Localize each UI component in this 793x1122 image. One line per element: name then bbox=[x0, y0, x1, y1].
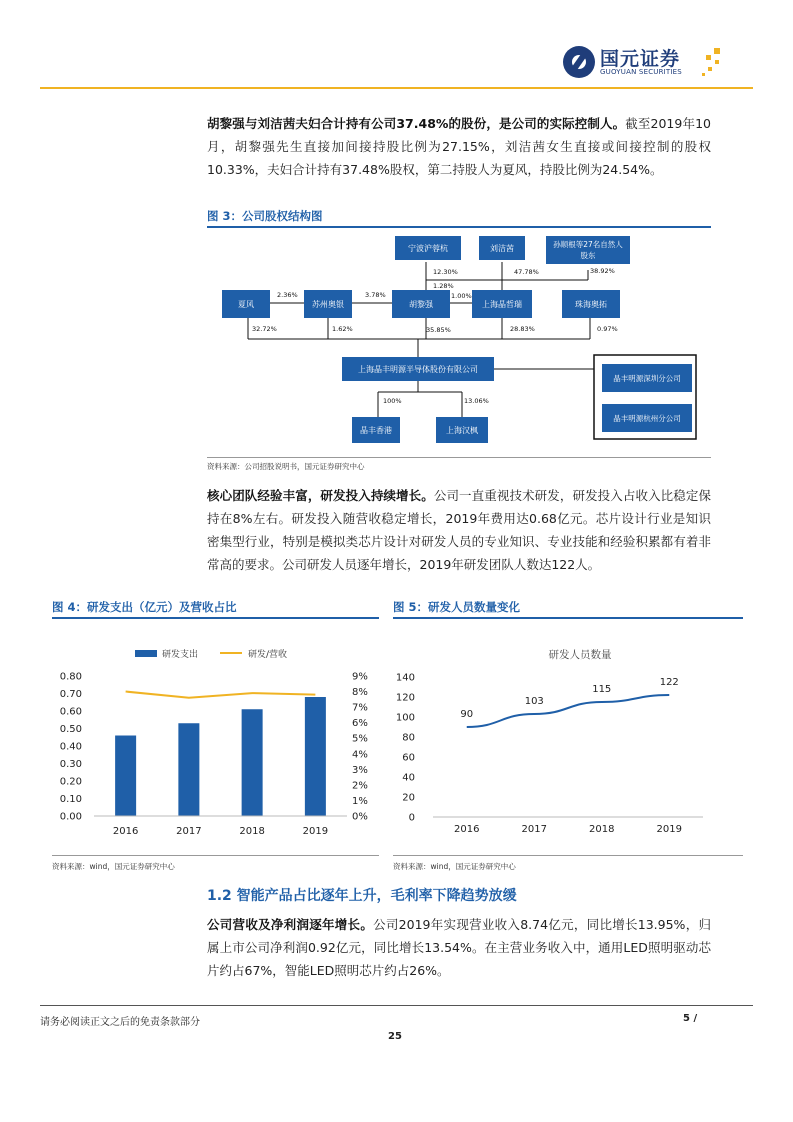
pct-zhuhai: 0.97% bbox=[597, 325, 618, 333]
pct-suzhou-hulq: 3.78% bbox=[365, 291, 386, 299]
chart4-ytick-label: 0.50 bbox=[59, 724, 82, 735]
chart4-bar-2016 bbox=[115, 736, 136, 817]
chart4-xtick-label: 2018 bbox=[239, 826, 265, 837]
chart5-data-label: 115 bbox=[592, 684, 612, 695]
brand-name-cn: 国元证券 bbox=[600, 48, 681, 70]
footer-rule bbox=[40, 1005, 753, 1006]
chart5-data-label: 103 bbox=[524, 696, 544, 707]
pct-hulq-jingzhe: 1.00% bbox=[451, 292, 472, 300]
chart4-y2tick-label: 7% bbox=[352, 702, 368, 714]
chart4-y2tick-label: 6% bbox=[352, 718, 368, 730]
pct-hanfeng: 13.06% bbox=[464, 397, 489, 405]
chart4-legend-bar-swatch bbox=[135, 650, 157, 657]
node-hanfeng: 上海汉枫 bbox=[436, 417, 488, 443]
paragraph-rnd-body: 公司一直重视技术研发，研发投入占收入比稳定保持在8%左右。研发投入随营收稳定增长，2019年费用达0.68亿元。芯片设计行业是知识密集型行业，特别是模拟类芯片设计对研发人员的专业知识、专业技能和经验积累都有着非常高的要求。公司研发人员逐年增长，2019年研发团队人数达122人。 bbox=[207, 488, 711, 572]
chart4-ratio-line bbox=[126, 692, 316, 698]
figure-4-source: 资料来源：wind，国元证券研究中心 bbox=[52, 862, 175, 871]
chart5-xtick-label: 2016 bbox=[454, 824, 480, 835]
pct-jingzhe: 28.83% bbox=[510, 325, 535, 333]
node-hulq: 胡黎强 bbox=[392, 290, 450, 318]
chart4-y2tick-label: 1% bbox=[352, 795, 368, 807]
chart4-ytick-label: 0.70 bbox=[59, 689, 82, 700]
chart5-data-label: 90 bbox=[460, 709, 474, 720]
chart5-ytick-label: 0 bbox=[408, 812, 415, 824]
chart4-bar-2017 bbox=[178, 723, 199, 816]
figure-4-title-rule bbox=[52, 617, 379, 619]
chart4-legend-line-label: 研发/营收 bbox=[248, 650, 288, 660]
node-sunshunge: 孙顺根等27名自然人股东 bbox=[546, 236, 630, 264]
chart4-ytick-label: 0.60 bbox=[59, 706, 82, 718]
paragraph-ownership-body: 截至2019年10月，胡黎强先生直接加间接持股比例为27.15%，刘洁茜女生直接或间接控制的股权10.33%，夫妇合计持有37.48%股权，第二持股人为夏风，持股比例为24.54%。 bbox=[207, 116, 711, 177]
pct-liujiexi: 47.78% bbox=[514, 268, 539, 276]
brand-logo bbox=[563, 44, 733, 88]
chart5-xtick-label: 2019 bbox=[656, 824, 682, 835]
chart4-ytick-label: 0.10 bbox=[59, 794, 82, 805]
chart4-bar-2019 bbox=[305, 697, 326, 816]
node-liujiexi: 刘洁茜 bbox=[479, 236, 525, 260]
page-number: 25 bbox=[388, 1031, 402, 1042]
pct-hk: 100% bbox=[383, 397, 402, 405]
chart5-ytick-label: 140 bbox=[395, 672, 415, 684]
figure-5-bottom-rule bbox=[393, 855, 743, 856]
chart4-ytick-label: 0.00 bbox=[59, 811, 82, 823]
node-ningbo: 宁波沪蓉杭 bbox=[395, 236, 461, 260]
paragraph-ownership-lead: 胡黎强与刘洁茜夫妇合计持有公司37.48%的股份，是公司的实际控制人。 bbox=[207, 116, 626, 131]
chart4-y2tick-label: 8% bbox=[352, 687, 368, 699]
chart4-xtick-label: 2019 bbox=[302, 826, 329, 837]
node-xiafeng: 夏风 bbox=[222, 290, 270, 318]
chart5-xtick-label: 2017 bbox=[521, 824, 547, 835]
figure-5-source: 资料来源：wind，国元证券研究中心 bbox=[393, 862, 516, 871]
pct-sunshunge: 38.92% bbox=[590, 267, 615, 275]
figure-4-bottom-rule bbox=[52, 855, 379, 856]
paragraph-revenue-body: 公司2019年实现营业收入8.74亿元，同比增长13.95%，归属上市公司净利润0.92亿元，同比增长13.54%。在主营业务收入中，通用LED照明驱动芯片约占67%，智能LED照明芯片约占26%。 bbox=[207, 917, 711, 978]
pct-xiafeng: 32.72% bbox=[252, 325, 277, 333]
header-rule bbox=[40, 87, 753, 89]
section-title: 1.2 智能产品占比逐年上升，毛利率下降趋势放缓 bbox=[207, 888, 517, 904]
chart5-ytick-label: 20 bbox=[402, 792, 415, 804]
chart4-y2tick-label: 2% bbox=[352, 780, 368, 792]
guoyuan-logo-icon bbox=[563, 46, 595, 78]
chart5-ytick-label: 100 bbox=[395, 712, 415, 724]
chart4-bar-2018 bbox=[242, 709, 263, 816]
chart4-legend bbox=[135, 648, 287, 660]
chart5-ytick-label: 80 bbox=[402, 732, 415, 744]
figure-5-title-rule bbox=[393, 617, 743, 619]
chart5-title: 研发人员数量 bbox=[548, 649, 612, 661]
chart5-xtick-label: 2018 bbox=[589, 824, 615, 835]
figure-4-title: 图 4：研发支出（亿元）及营收占比 bbox=[52, 600, 237, 614]
chart4-y2tick-label: 3% bbox=[352, 764, 368, 776]
chart-rnd-expense bbox=[52, 640, 382, 840]
node-suzhou: 苏州奥银 bbox=[304, 290, 352, 318]
pct-xiafeng-suzhou: 2.36% bbox=[277, 291, 298, 299]
chart4-y2tick-label: 0% bbox=[352, 811, 368, 823]
spark-icon bbox=[702, 48, 722, 76]
figure-3-bottom-rule bbox=[207, 457, 711, 458]
footer-page-ref: 5 / bbox=[683, 1013, 698, 1024]
chart5-ytick-label: 60 bbox=[402, 752, 415, 764]
chart4-ytick-label: 0.20 bbox=[59, 776, 82, 788]
chart4-xtick-label: 2016 bbox=[112, 826, 139, 837]
figure-3-source: 资料来源：公司招股说明书，国元证券研究中心 bbox=[207, 462, 365, 471]
brand-name-en: GUOYUAN SECURITIES bbox=[600, 68, 682, 76]
chart4-y2tick-label: 4% bbox=[352, 749, 368, 761]
chart4-ytick-label: 0.40 bbox=[59, 741, 82, 753]
paragraph-ownership bbox=[207, 112, 711, 181]
paragraph-revenue bbox=[207, 913, 711, 982]
node-shenzhen-branch: 晶丰明源深圳分公司 bbox=[602, 364, 692, 392]
chart4-legend-bar-label: 研发支出 bbox=[162, 650, 199, 660]
paragraph-rnd bbox=[207, 484, 711, 576]
pct-suzhou: 1.62% bbox=[332, 325, 353, 333]
paragraph-rnd-lead: 核心团队经验丰富，研发投入持续增长。 bbox=[207, 488, 434, 503]
figure-3-title: 图 3：公司股权结构图 bbox=[207, 209, 323, 223]
chart4-y2tick-label: 9% bbox=[352, 671, 368, 683]
chart-rnd-staff bbox=[393, 640, 743, 840]
chart4-y2tick-label: 5% bbox=[352, 733, 368, 745]
chart5-staff-line bbox=[467, 695, 670, 727]
node-zhuhai: 珠海奥拓 bbox=[562, 290, 620, 318]
paragraph-revenue-lead: 公司营收及净利润逐年增长。 bbox=[207, 917, 374, 932]
pct-ningbo-to-hulq: 1.28% bbox=[433, 282, 454, 290]
node-hk: 晶丰香港 bbox=[352, 417, 400, 443]
pct-ningbo: 12.30% bbox=[433, 268, 458, 276]
node-shanghai-jingzhe: 上海晶哲瑞 bbox=[472, 290, 532, 318]
chart4-ytick-label: 0.30 bbox=[59, 759, 82, 770]
footer-disclaimer: 请务必阅读正文之后的免责条款部分 bbox=[40, 1017, 200, 1028]
chart5-ytick-label: 40 bbox=[402, 772, 415, 784]
chart4-xtick-label: 2017 bbox=[176, 826, 202, 837]
figure-5-title: 图 5：研发人员数量变化 bbox=[393, 600, 521, 614]
chart4-ytick-label: 0.80 bbox=[59, 671, 82, 683]
pct-hulq: 35.85% bbox=[426, 326, 451, 334]
chart5-data-label: 122 bbox=[659, 677, 679, 688]
node-hangzhou-branch: 晶丰明源杭州分公司 bbox=[602, 404, 692, 432]
node-company: 上海晶丰明源半导体股份有限公司 bbox=[342, 357, 494, 381]
chart5-ytick-label: 120 bbox=[395, 692, 415, 704]
